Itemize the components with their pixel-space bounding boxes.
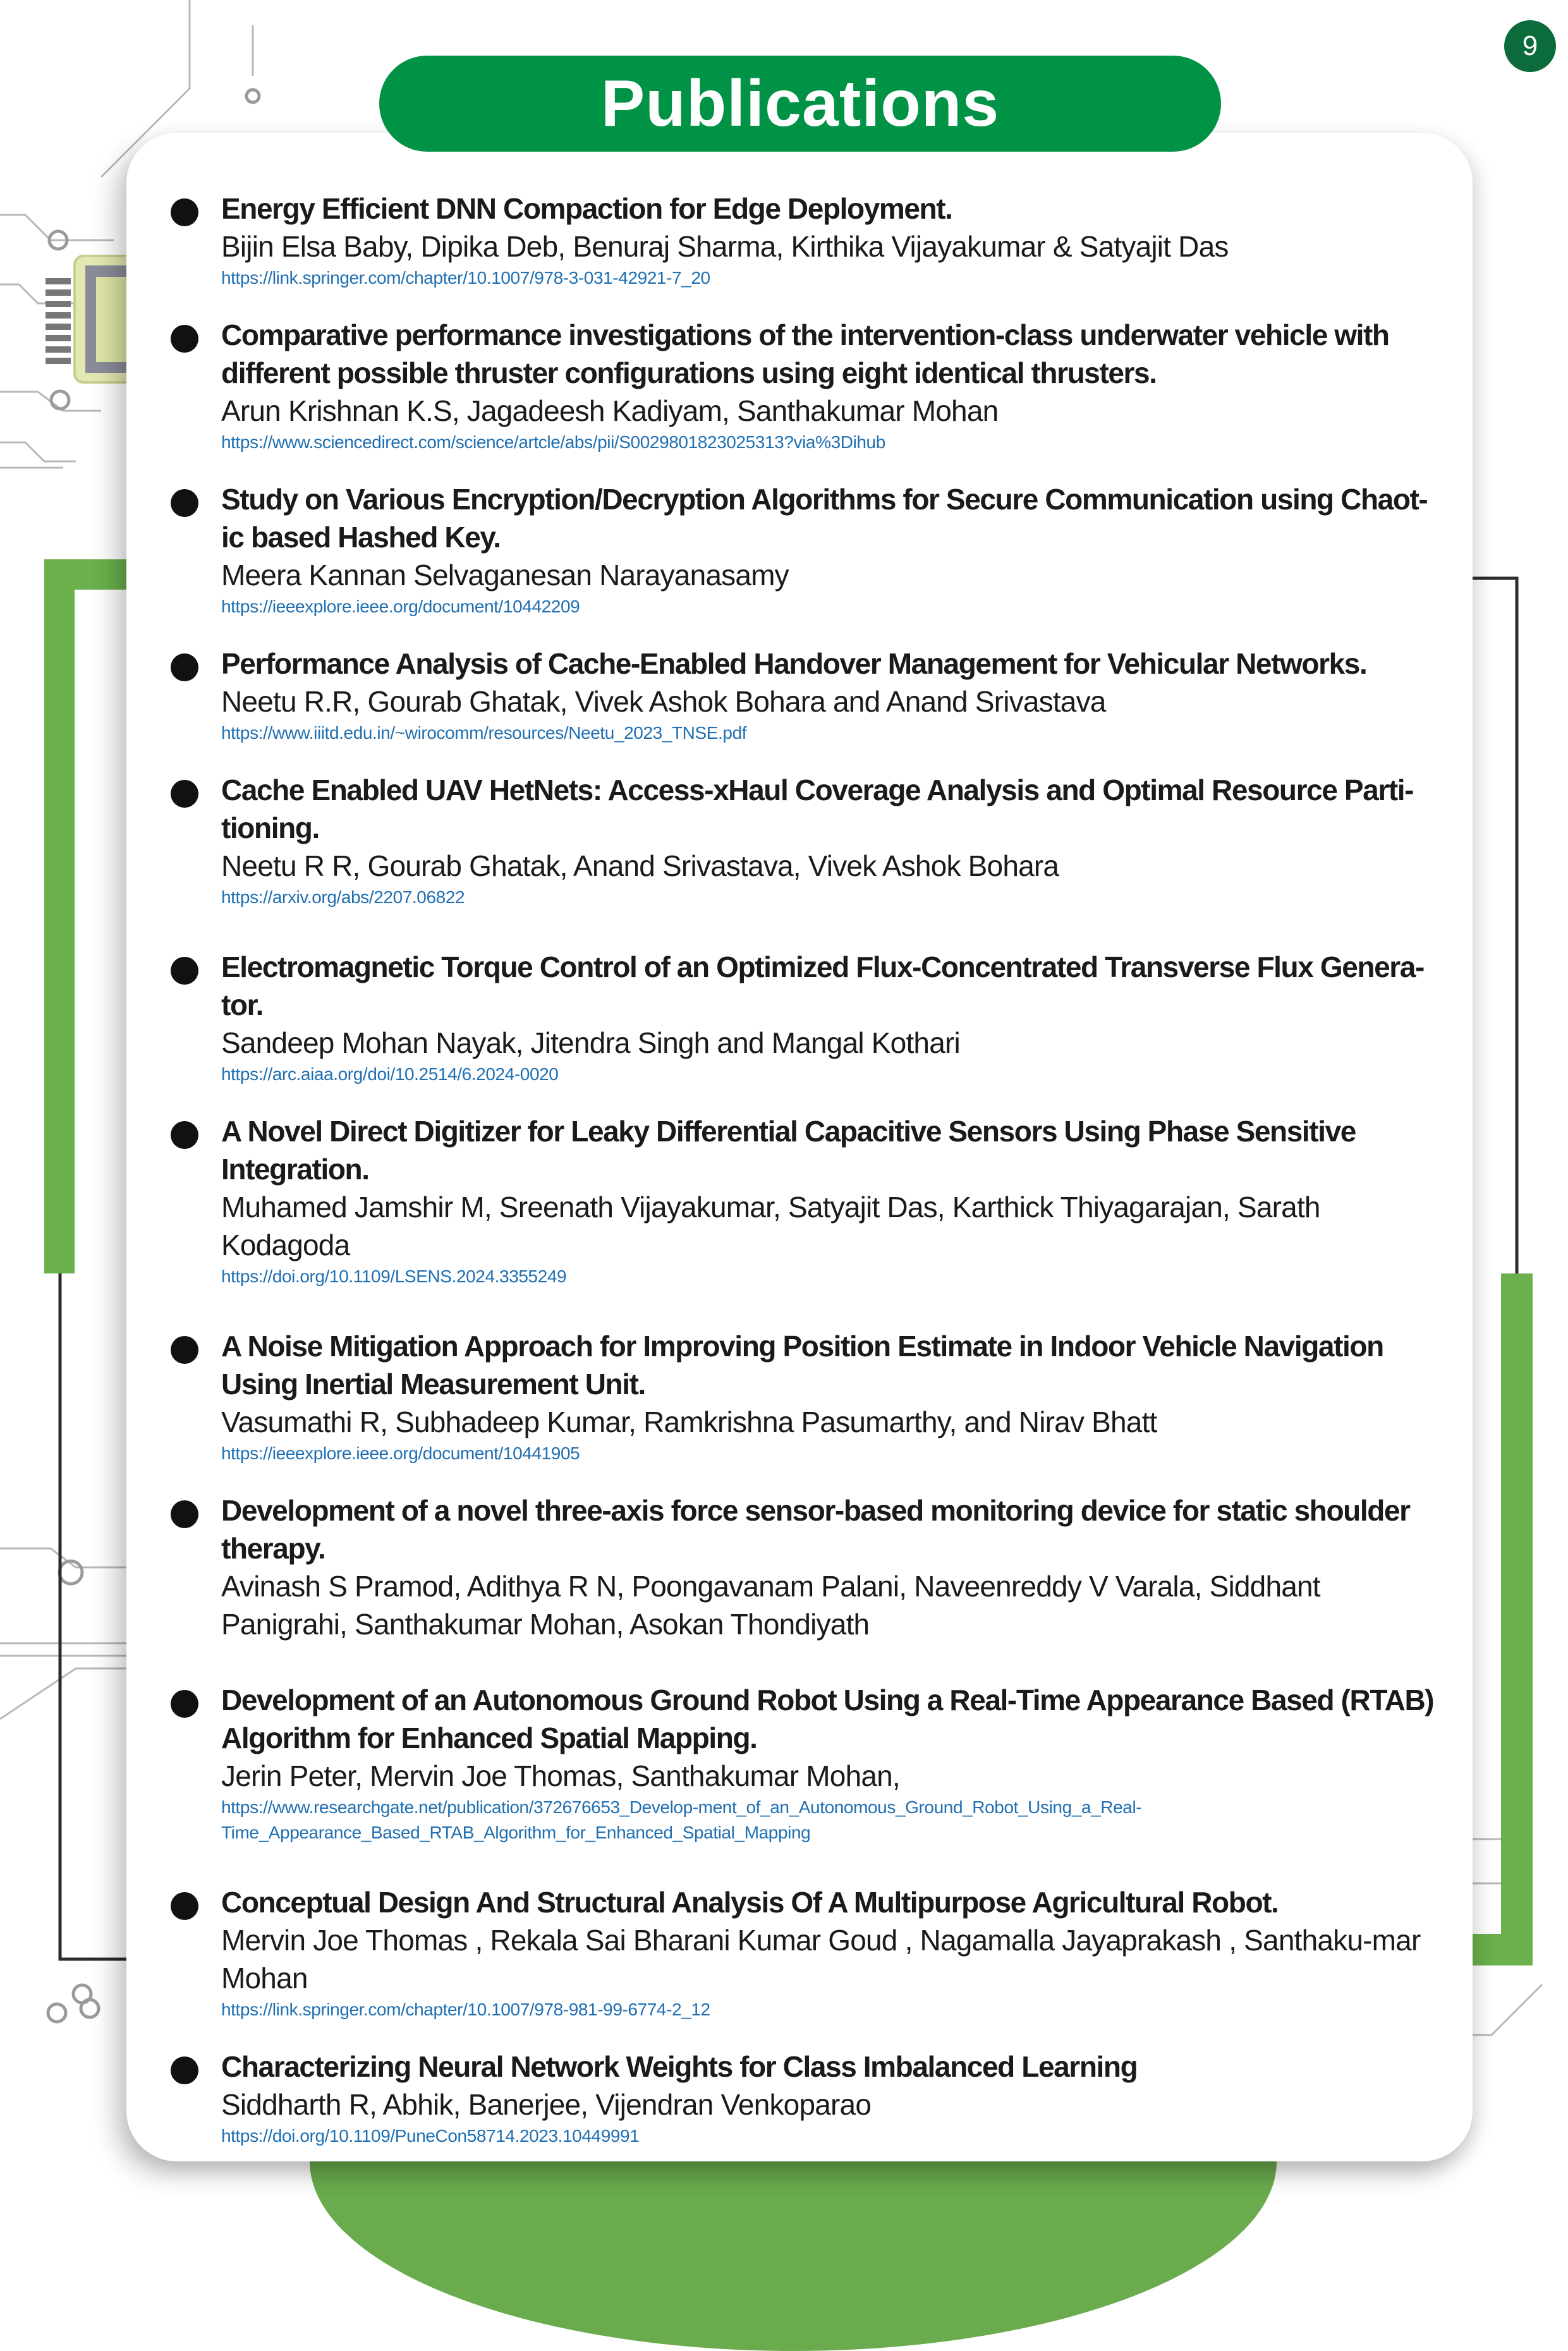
publication-title: A Noise Mitigation Approach for Improving Position Estimate in Indoor Vehicle Navigation Using Inertial Measurement Unit. [221,1330,1383,1400]
bullet-icon [171,1892,198,1920]
publication-body [221,645,1441,746]
publication-item [171,480,1441,619]
bullet-icon [171,653,198,681]
publication-item [171,948,1441,1087]
green-accent-left-vertical [44,559,75,1273]
publication-link[interactable]: https://ieeexplore.ieee.org/document/10441905 [221,1443,580,1463]
publication-authors: Meera Kannan Selvaganesan Narayanasamy [221,559,789,592]
publication-authors: Vasumathi R, Subhadeep Kumar, Ramkrishna Pasumarthy, and Nirav Bhatt [221,1406,1157,1438]
publication-link[interactable]: https://www.sciencedirect.com/science/artcle/abs/pii/S0029801823025313?via%3Dihub [221,432,885,452]
publication-body [221,1491,1441,1643]
publication-body [221,1681,1441,1845]
publication-title: Conceptual Design And Structural Analysis Of A Multipurpose Agricultural Robot. [221,1886,1279,1919]
bullet-icon [171,1336,198,1364]
publication-title: Performance Analysis of Cache-Enabled Handover Management for Vehicular Networks. [221,647,1367,680]
publication-link[interactable]: https://link.springer.com/chapter/10.1007/978-981-99-6774-2_12 [221,2000,710,2019]
publication-item [171,190,1441,291]
publication-title: A Novel Direct Digitizer for Leaky Differential Capacitive Sensors Using Phase Sensitive Integration. [221,1115,1356,1186]
publication-item [171,1883,1441,2022]
page-number-badge: 9 [1504,20,1556,72]
publication-item [171,1327,1441,1466]
green-accent-right-vertical [1501,1273,1533,1965]
green-arc-bottom [310,2161,1277,2351]
publication-title: Energy Efficient DNN Compaction for Edge Deployment. [221,192,952,225]
green-accent-left-horizontal [44,559,133,590]
bullet-icon [171,489,198,517]
publication-body [221,948,1441,1087]
publication-authors: Jerin Peter, Mervin Joe Thomas, Santhakumar Mohan, [221,1759,900,1792]
publication-body [221,1112,1441,1289]
publication-body [221,1327,1441,1466]
publication-body [221,1883,1441,2022]
publication-link[interactable]: https://ieeexplore.ieee.org/document/10442209 [221,597,580,616]
publication-link[interactable]: https://doi.org/10.1109/PuneCon58714.2023.10449991 [221,2126,640,2146]
publication-link[interactable]: https://link.springer.com/chapter/10.1007/978-3-031-42921-7_20 [221,268,710,288]
publication-item [171,2048,1441,2149]
publication-item [171,771,1441,910]
publication-link[interactable]: https://doi.org/10.1109/LSENS.2024.3355249 [221,1267,567,1286]
publication-title: Development of an Autonomous Ground Robot Using a Real-Time Appearance Based (RTAB) Algorithm for Enhanced Spatial Mapping. [221,1684,1434,1754]
publication-authors: Muhamed Jamshir M, Sreenath Vijayakumar, Satyajit Das, Karthick Thiyagarajan, Sarath Kodagoda [221,1191,1320,1261]
bullet-icon [171,780,198,808]
publication-authors: Siddharth R, Abhik, Banerjee, Vijendran Venkoparao [221,2088,872,2121]
bullet-icon [171,1121,198,1149]
publication-title: Study on Various Encryption/Decryption Algorithms for Secure Communication using Chaot-ic based Hashed Key. [221,483,1428,554]
publication-link[interactable]: https://arxiv.org/abs/2207.06822 [221,887,465,907]
bullet-icon [171,2056,198,2084]
publication-body [221,316,1441,455]
publication-authors: Avinash S Pramod, Adithya R N, Poongavanam Palani, Naveenreddy V Varala, Siddhant Panigrahi, Santhakumar Mohan, Asokan Thondiyath [221,1570,1320,1641]
publication-title: Characterizing Neural Network Weights for Class Imbalanced Learning [221,2050,1138,2083]
publication-link[interactable]: https://arc.aiaa.org/doi/10.2514/6.2024-0020 [221,1064,559,1084]
green-accent-right-horizontal [1473,1934,1533,1965]
publication-authors: Neetu R.R, Gourab Ghatak, Vivek Ashok Bohara and Anand Srivastava [221,685,1106,718]
publication-title: Development of a novel three-axis force sensor-based monitoring device for static shoulder therapy. [221,1494,1410,1565]
bullet-icon [171,1500,198,1528]
bullet-icon [171,1690,198,1718]
bullet-icon [171,198,198,226]
publication-title: Cache Enabled UAV HetNets: Access-xHaul Coverage Analysis and Optimal Resource Parti-tioning. [221,774,1414,844]
publication-item [171,316,1441,455]
bullet-icon [171,957,198,985]
publication-title: Electromagnetic Torque Control of an Optimized Flux-Concentrated Transverse Flux Genera-tor. [221,951,1424,1021]
publication-body [221,190,1441,291]
publication-body [221,771,1441,910]
publication-authors: Bijin Elsa Baby, Dipika Deb, Benuraj Sharma, Kirthika Vijayakumar & Satyajit Das [221,230,1229,263]
publication-authors: Sandeep Mohan Nayak, Jitendra Singh and Mangal Kothari [221,1026,960,1059]
publication-body [221,2048,1441,2149]
publication-authors: Mervin Joe Thomas , Rekala Sai Bharani Kumar Goud , Nagamalla Jayaprakash , Santhaku-mar Mohan [221,1924,1421,1995]
publication-authors: Arun Krishnan K.S, Jagadeesh Kadiyam, Santhakumar Mohan [221,394,999,427]
publication-item [171,645,1441,746]
publication-link[interactable]: https://www.researchgate.net/publication/372676653_Develop-ment_of_an_Autonomous_Ground_Robot_Using_a_Real-Time_Appearance_Based_RTAB_Algorithm_for_Enhanced_Spatial_Mapping [221,1797,1142,1842]
page-title: Publications [379,56,1221,152]
publication-item [171,1112,1441,1289]
bullet-icon [171,325,198,353]
publication-body [221,480,1441,619]
publication-authors: Neetu R R, Gourab Ghatak, Anand Srivastava, Vivek Ashok Bohara [221,849,1059,882]
publication-link[interactable]: https://www.iiitd.edu.in/~wirocomm/resources/Neetu_2023_TNSE.pdf [221,723,747,743]
publication-item [171,1491,1441,1643]
publication-title: Comparative performance investigations of the intervention-class underwater vehicle with different possible thruster configurations using eight identical thrusters. [221,319,1389,389]
publication-item [171,1681,1441,1845]
